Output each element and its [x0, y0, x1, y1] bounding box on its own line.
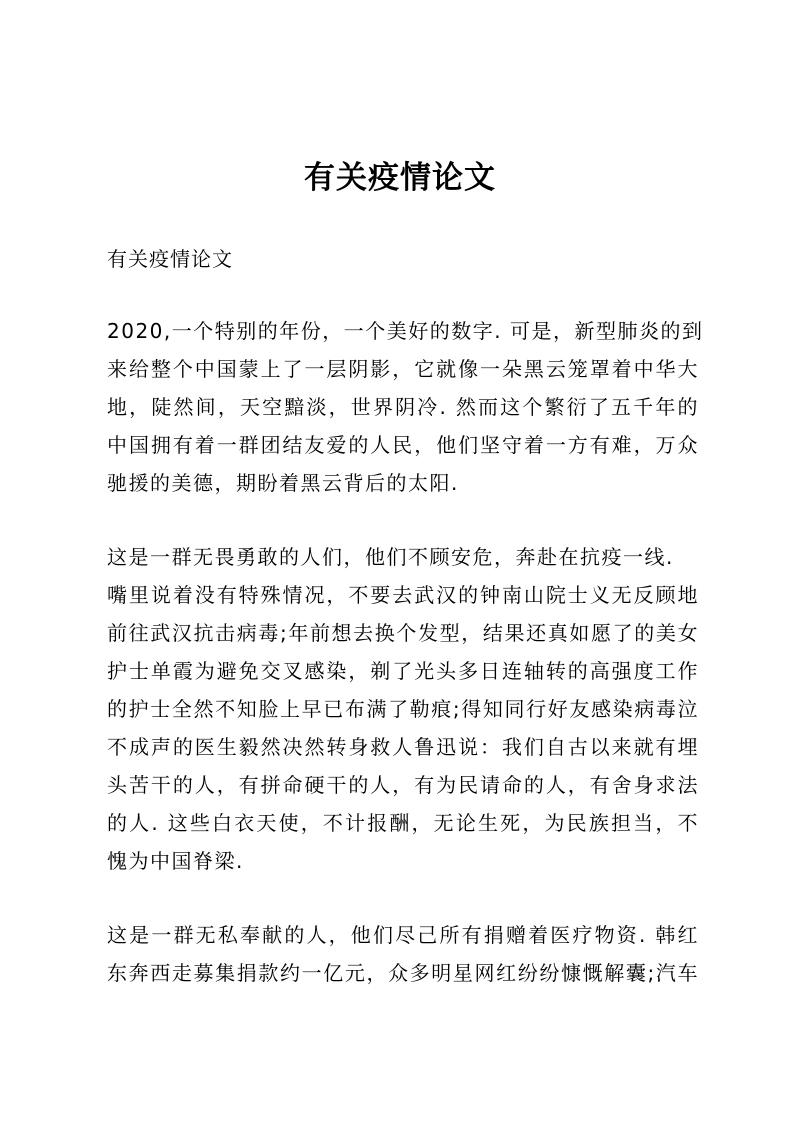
paragraph-3 [107, 916, 699, 992]
paragraph-line: 中国拥有着一群团结友爱的人民，他们坚守着一方有难，万众 [107, 433, 699, 457]
paragraph-line: 驰援的美德，期盼着黑云背后的太阳. [107, 471, 459, 495]
paragraph-line: 不成声的医生毅然决然转身救人鲁迅说：我们自古以来就有埋 [107, 735, 699, 759]
paragraph-line: 东奔西走募集捐款约一亿元，众多明星网红纷纷慷慨解囊;汽车 [107, 961, 699, 985]
paragraph-line: 这是一群无私奉献的人，他们尽己所有捐赠着医疗物资. 韩红 [107, 923, 699, 947]
paragraph-line: 的护士全然不知脸上早已布满了勒痕;得知同行好友感染病毒泣 [107, 697, 699, 721]
paragraph-line: 2020,一个特别的年份，一个美好的数字. 可是，新型肺炎的到 [107, 319, 704, 343]
document-subtitle: 有关疫情论文 [107, 247, 233, 271]
paragraph-line: 来给整个中国蒙上了一层阴影，它就像一朵黑云笼罩着中华大 [107, 357, 699, 381]
document-title: 有关疫情论文 [304, 160, 496, 196]
paragraph-2 [107, 538, 699, 880]
paragraph-line: 前往武汉抗击病毒;年前想去换个发型，结果还真如愿了的美女 [107, 621, 699, 645]
paragraph-line: 这是一群无畏勇敢的人们，他们不顾安危，奔赴在抗疫一线. [107, 545, 674, 569]
paragraph-line: 地，陡然间，天空黯淡，世界阴冷. 然而这个繁衍了五千年的 [107, 395, 699, 419]
paragraph-line: 愧为中国脊梁. [107, 849, 244, 873]
paragraph-line: 嘴里说着没有特殊情况，不要去武汉的钟南山院士义无反顾地 [107, 583, 699, 607]
paragraph-line: 头苦干的人，有拼命硬干的人，有为民请命的人，有舍身求法 [107, 773, 699, 797]
paragraph-line: 护士单霞为避免交叉感染，剃了光头多日连轴转的高强度工作 [107, 659, 699, 683]
paragraph-1 [107, 312, 704, 502]
paragraph-line: 的人. 这些白衣天使，不计报酬，无论生死，为民族担当，不 [107, 811, 699, 835]
